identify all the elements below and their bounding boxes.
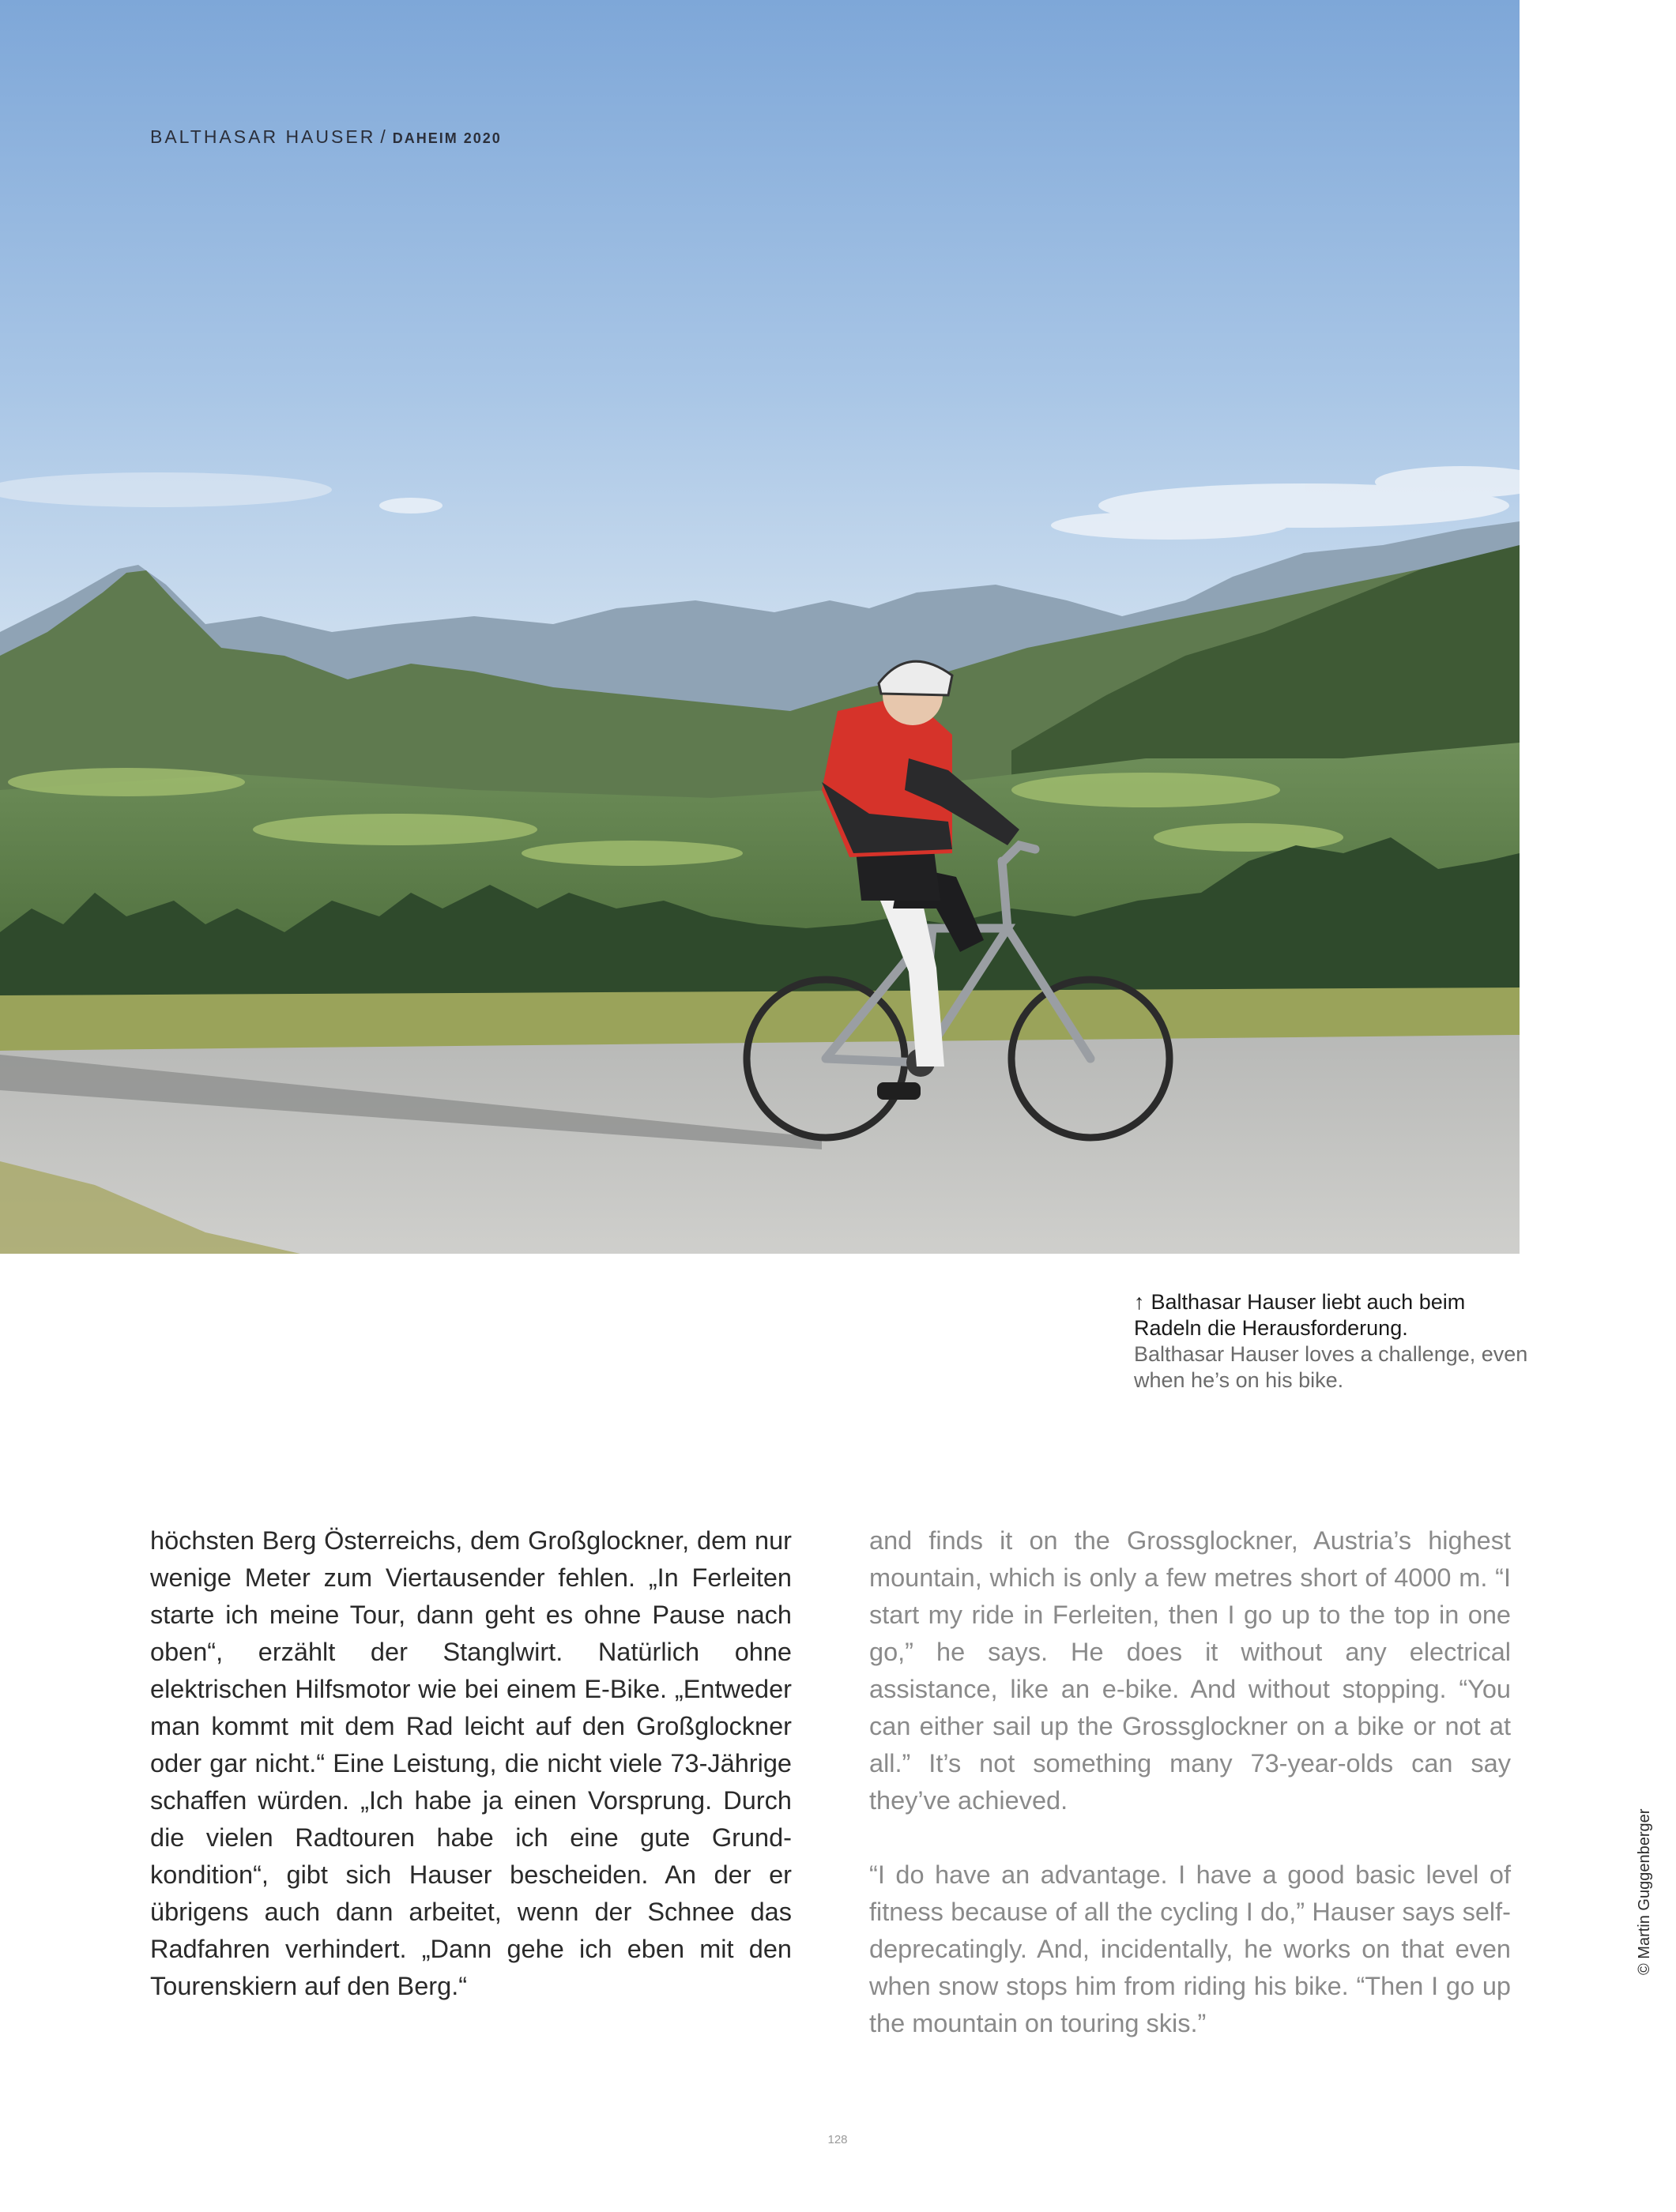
photo-caption (1134, 1289, 1529, 1394)
header-separator: / (380, 126, 388, 147)
caption-english: Balthasar Hauser loves a challenge, even when he’s on his bike. (1134, 1342, 1528, 1392)
page-number: 128 (827, 2133, 848, 2146)
english-paragraph-2: “I do have an advantage. I have a good basic level of fitness because of all the cycling I do,” Hauser says self-deprecatingly. And, incidentally, he works on that even when snow stops him from riding his bike. “Then I go up the mountain on touring skis.” (869, 1860, 1511, 2037)
german-paragraph: höchsten Berg Österreichs, dem Großglockner, dem nur wenige Meter zum Viertausender fehlen. „In Ferleiten starte ich meine Tour, dann geht es ohne Pause nach oben“, erzählt der Stanglwirt. Natürlich ohne elektrischen Hilfsmotor wie bei einem E-Bike. „Entweder man kommt mit dem Rad leicht auf den Großglockner oder gar nicht.“ Eine Leistung, die nicht viele 73-Jährige schaffen würden. „Ich habe ja einen Vorsprung. Durch die vielen Radtouren habe ich eine gute Grundkondition“, gibt sich Hauser bescheiden. An der er übrigens auch dann arbeitet, wenn der Schnee das Radfahren verhindert. „Dann gehe ich eben mit den Tourenskiern auf den Berg.“ (150, 1526, 792, 2000)
english-paragraph-1: and finds it on the Grossglockner, Austria’s highest mountain, which is only a few metres short of 4000 m. “I start my ride in Ferleiten, then I go up to the top in one go,” he says. He does it without any electrical assistance, like an e-bike. And without stopping. “You can either sail up the Grossglockner on a bike or not at all.” It’s not something many 73-year-olds can say they’ve achieved. (869, 1526, 1511, 1815)
issue-label: DAHEIM 2020 (392, 130, 502, 146)
caption-german-text: Balthasar Hauser liebt auch beim Radeln die Herausforderung. (1134, 1290, 1466, 1340)
author-name: BALTHASAR HAUSER (150, 126, 376, 147)
article-column-english (869, 1522, 1511, 2042)
photo-credit: © Martin Guggenberger (1636, 1808, 1653, 1975)
running-head (150, 126, 502, 148)
caption-german (1134, 1289, 1529, 1341)
article-column-german (150, 1522, 792, 2005)
arrow-up-icon: ↑ (1134, 1290, 1145, 1314)
